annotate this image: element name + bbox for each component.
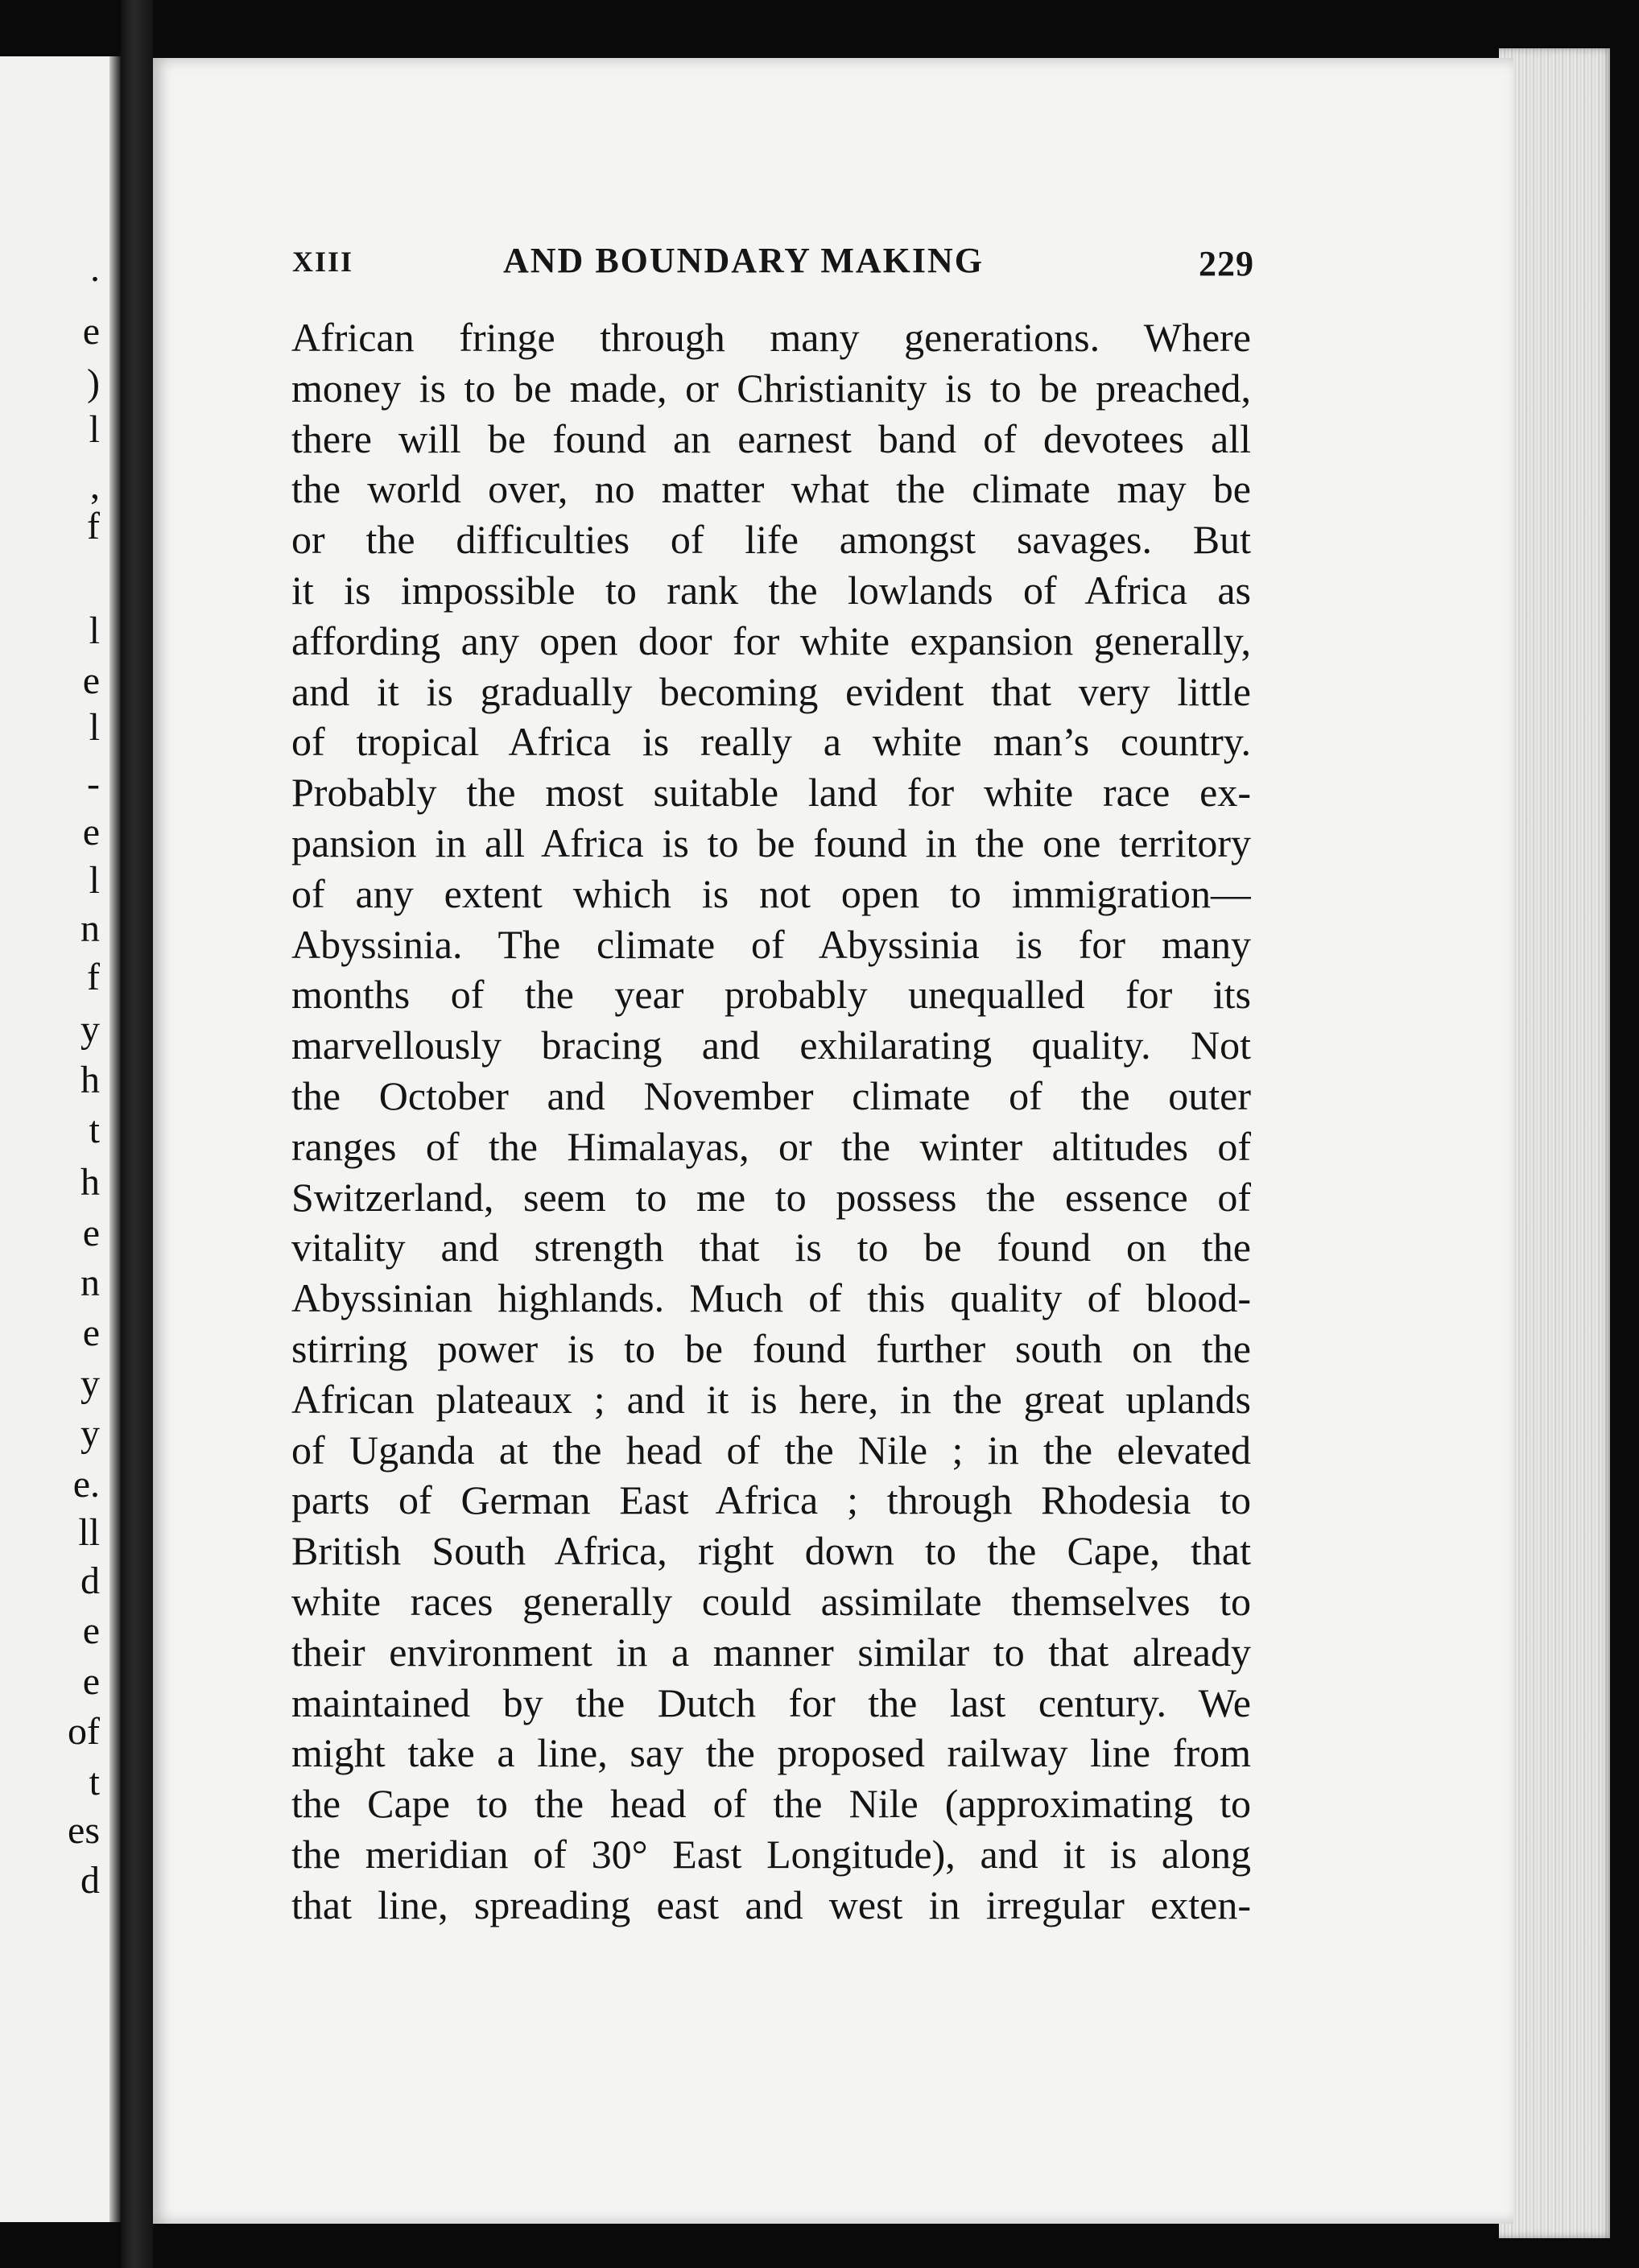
left-page-fragment: . bbox=[90, 247, 100, 290]
left-page-fragment: l bbox=[89, 609, 100, 652]
left-page-fragment: h bbox=[81, 1059, 100, 1101]
left-page-fragment: e bbox=[82, 1312, 100, 1354]
text-line: their environment in a manner similar to that already bbox=[291, 1629, 1251, 1675]
text-line: or the difficulties of life amongst savages. But bbox=[291, 517, 1251, 563]
text-line: of tropical Africa is really a white man’s country. bbox=[291, 719, 1251, 765]
running-title: AND BOUNDARY MAKING bbox=[503, 241, 985, 280]
text-line: it is impossible to rank the lowlands of Africa as bbox=[291, 567, 1251, 613]
left-page-edge bbox=[0, 56, 121, 2222]
left-page-fragment: - bbox=[87, 762, 100, 805]
left-page-fragment: t bbox=[89, 1109, 100, 1151]
left-page-fragment: d bbox=[81, 1859, 100, 1902]
left-page-fragment: h bbox=[81, 1161, 100, 1204]
left-page-fragment: es bbox=[68, 1809, 100, 1852]
text-line: white races generally could assimilate themselves to bbox=[291, 1578, 1251, 1624]
left-page-fragment: e bbox=[82, 1609, 100, 1652]
left-page-fragment: e bbox=[82, 1212, 100, 1254]
text-line: might take a line, say the proposed railway line from bbox=[291, 1730, 1251, 1776]
text-line: ranges of the Himalayas, or the winter altitudes of bbox=[291, 1123, 1251, 1169]
text-line: African plateaux ; and it is here, in the great uplands bbox=[291, 1376, 1251, 1422]
left-page-fragment: f bbox=[87, 505, 100, 547]
text-line: the Cape to the head of the Nile (approximating to bbox=[291, 1781, 1251, 1827]
left-page-fragment: l bbox=[89, 408, 100, 451]
text-line: Abyssinia. The climate of Abyssinia is for many bbox=[291, 921, 1251, 967]
left-page-fragment: e bbox=[82, 1660, 100, 1703]
left-page-fragment: ll bbox=[78, 1511, 100, 1554]
left-page-shadow bbox=[109, 56, 121, 2222]
text-line: Abyssinian highlands. Much of this quality of blood- bbox=[291, 1275, 1251, 1321]
page-fore-edge bbox=[1499, 48, 1620, 2238]
text-line: of any extent which is not open to immigration— bbox=[291, 870, 1251, 916]
left-page-fragment: e bbox=[82, 659, 100, 702]
left-page-fragment: y bbox=[81, 1412, 100, 1455]
text-line: the October and November climate of the outer bbox=[291, 1072, 1251, 1118]
text-line: there will be found an earnest band of devotees all bbox=[291, 415, 1251, 461]
text-line: the world over, no matter what the climate may be bbox=[291, 466, 1251, 512]
left-page-fragment: l bbox=[89, 706, 100, 749]
left-page-fragment: , bbox=[90, 465, 100, 507]
text-line: money is to be made, or Christianity is to be preached, bbox=[291, 365, 1251, 411]
text-line: affording any open door for white expansion generally, bbox=[291, 618, 1251, 663]
running-header bbox=[292, 240, 1254, 296]
left-page-fragment: of bbox=[68, 1710, 100, 1753]
text-line: and it is gradually becoming evident that very little bbox=[291, 668, 1251, 714]
background-right bbox=[1610, 48, 1639, 2268]
left-page-fragment: y bbox=[81, 1362, 100, 1405]
text-line: parts of German East Africa ; through Rhodesia to bbox=[291, 1477, 1251, 1523]
text-line: of Uganda at the head of the Nile ; in the elevated bbox=[291, 1427, 1251, 1473]
left-page-fragment: e bbox=[82, 310, 100, 353]
text-line: the meridian of 30° East Longitude), and it is along bbox=[291, 1831, 1251, 1877]
left-page-fragment: f bbox=[87, 956, 100, 998]
left-page-fragment: е. bbox=[72, 1463, 100, 1506]
chapter-number: XIII bbox=[292, 246, 354, 278]
left-page-fragment: y bbox=[81, 1008, 100, 1051]
body-text bbox=[291, 312, 1251, 1931]
text-line: stirring power is to be found further south on the bbox=[291, 1325, 1251, 1371]
left-page-fragment: ) bbox=[87, 361, 100, 404]
text-line: marvellously bracing and exhilarating quality. Not bbox=[291, 1022, 1251, 1068]
text-line: pansion in all Africa is to be found in the one territory bbox=[291, 820, 1251, 865]
text-line: maintained by the Dutch for the last century. We bbox=[291, 1679, 1251, 1725]
text-line: Switzerland, seem to me to possess the essence of bbox=[291, 1174, 1251, 1220]
left-page-fragment: l bbox=[89, 859, 100, 902]
text-line: Probably the most suitable land for white race ex- bbox=[291, 770, 1251, 816]
left-page-fragment: d bbox=[81, 1560, 100, 1602]
text-line: months of the year probably unequalled for its bbox=[291, 972, 1251, 1018]
left-page-fragment: n bbox=[81, 907, 100, 950]
left-page-fragment: t bbox=[89, 1761, 100, 1803]
book-gutter bbox=[121, 0, 153, 2268]
text-line: British South Africa, right down to the Cape, that bbox=[291, 1528, 1251, 1574]
left-page-fragment: n bbox=[81, 1262, 100, 1304]
left-page-fragment: e bbox=[82, 811, 100, 853]
text-line: African fringe through many generations. Where bbox=[291, 315, 1251, 360]
page-number: 229 bbox=[1199, 244, 1254, 283]
text-line: vitality and strength that is to be found on the bbox=[291, 1225, 1251, 1270]
text-line: that line, spreading east and west in irregular exten- bbox=[291, 1882, 1251, 1927]
